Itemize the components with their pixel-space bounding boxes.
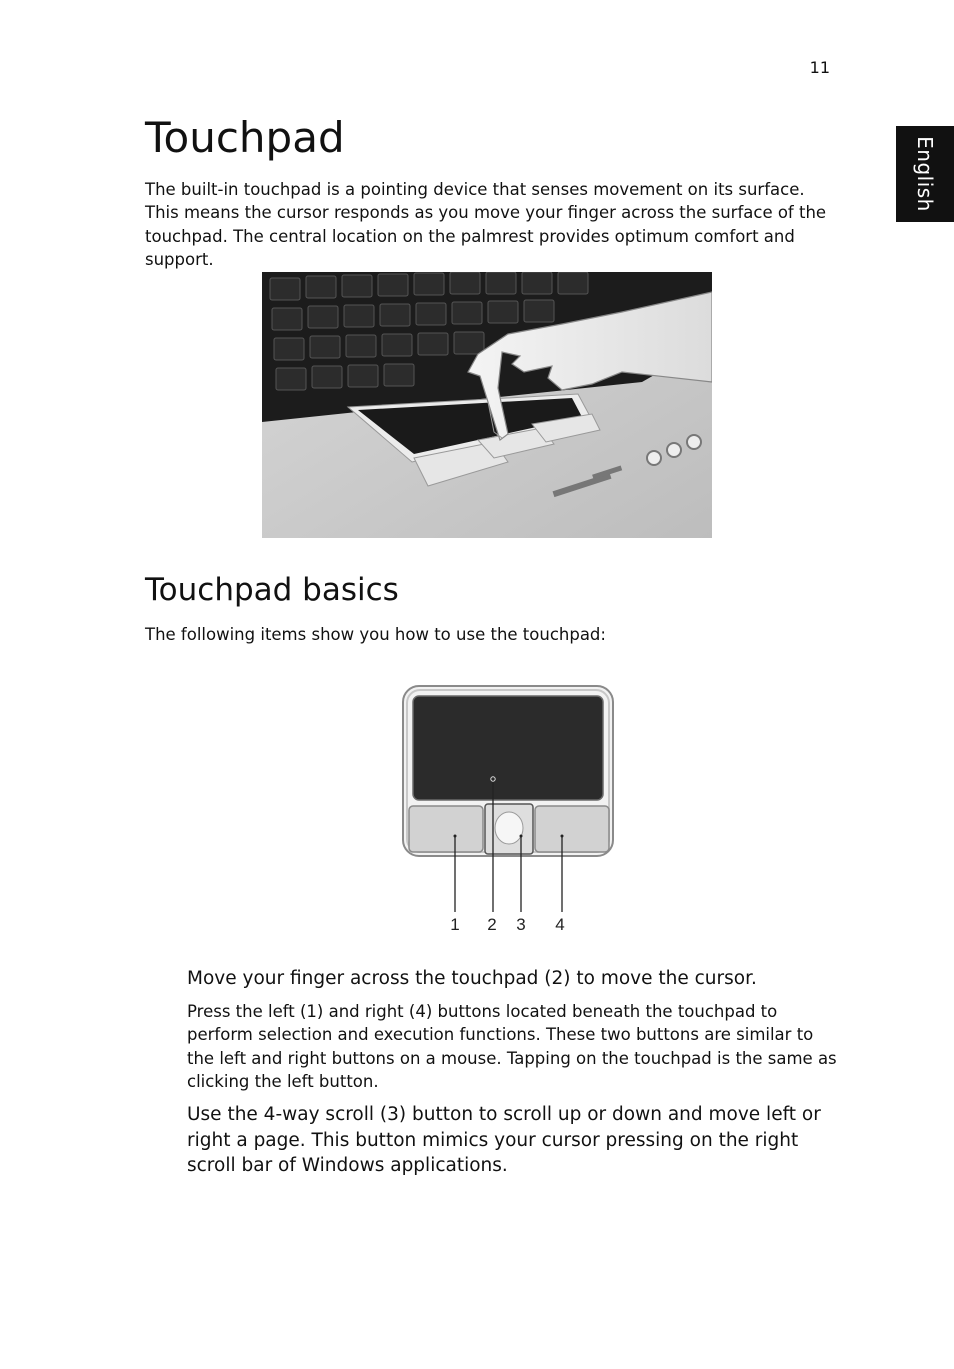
language-tab: [896, 126, 954, 222]
instruction-text: Move your finger across the touchpad: [187, 968, 545, 989]
instruction-scroll: [187, 1102, 837, 1179]
section-lead: The following items show you how to use the touchpad:: [145, 625, 606, 644]
instruction-text: to move the cursor.: [570, 968, 757, 989]
callout-ref: (4): [408, 1002, 433, 1021]
page-title: Touchpad: [145, 113, 345, 162]
instruction-text: Press the left: [187, 1002, 300, 1021]
callout-3: 3: [516, 915, 526, 934]
language-tab-label: English: [913, 136, 937, 212]
intro-paragraph: The built-in touchpad is a pointing device that senses movement on its surface. This means the cursor responds as you move your finger across the surface of the touchpad. The central location on the palmrest provides optimum comfort and support.: [145, 180, 827, 269]
callout-4: 4: [555, 915, 565, 934]
instruction-text: and right: [323, 1002, 409, 1021]
instruction-text: buttons located beneath the touchpad to perform selection and execution functions. These two buttons are similar to the left and right buttons on a mouse. Tapping on the touchpad is the same as clicking the left button.: [187, 1002, 837, 1091]
page-number: 11: [809, 58, 830, 77]
touchpad-diagram: [395, 680, 625, 940]
instruction-buttons: [187, 1000, 837, 1093]
callout-ref: (2): [544, 968, 571, 989]
instruction-text: Use the 4-way scroll: [187, 1104, 380, 1125]
laptop-touchpad-photo: [262, 272, 712, 538]
callout-1: 1: [450, 915, 460, 934]
instruction-text: button to scroll up or down and move left or right a page. This button mimics your cursor pressing on the right scroll bar of Windows applications.: [187, 1104, 821, 1176]
section-heading: Touchpad basics: [145, 572, 399, 608]
callout-ref: (1): [299, 1002, 324, 1021]
callout-ref: (3): [379, 1104, 407, 1125]
callout-2: 2: [487, 915, 497, 934]
instruction-move-cursor: [187, 966, 837, 991]
